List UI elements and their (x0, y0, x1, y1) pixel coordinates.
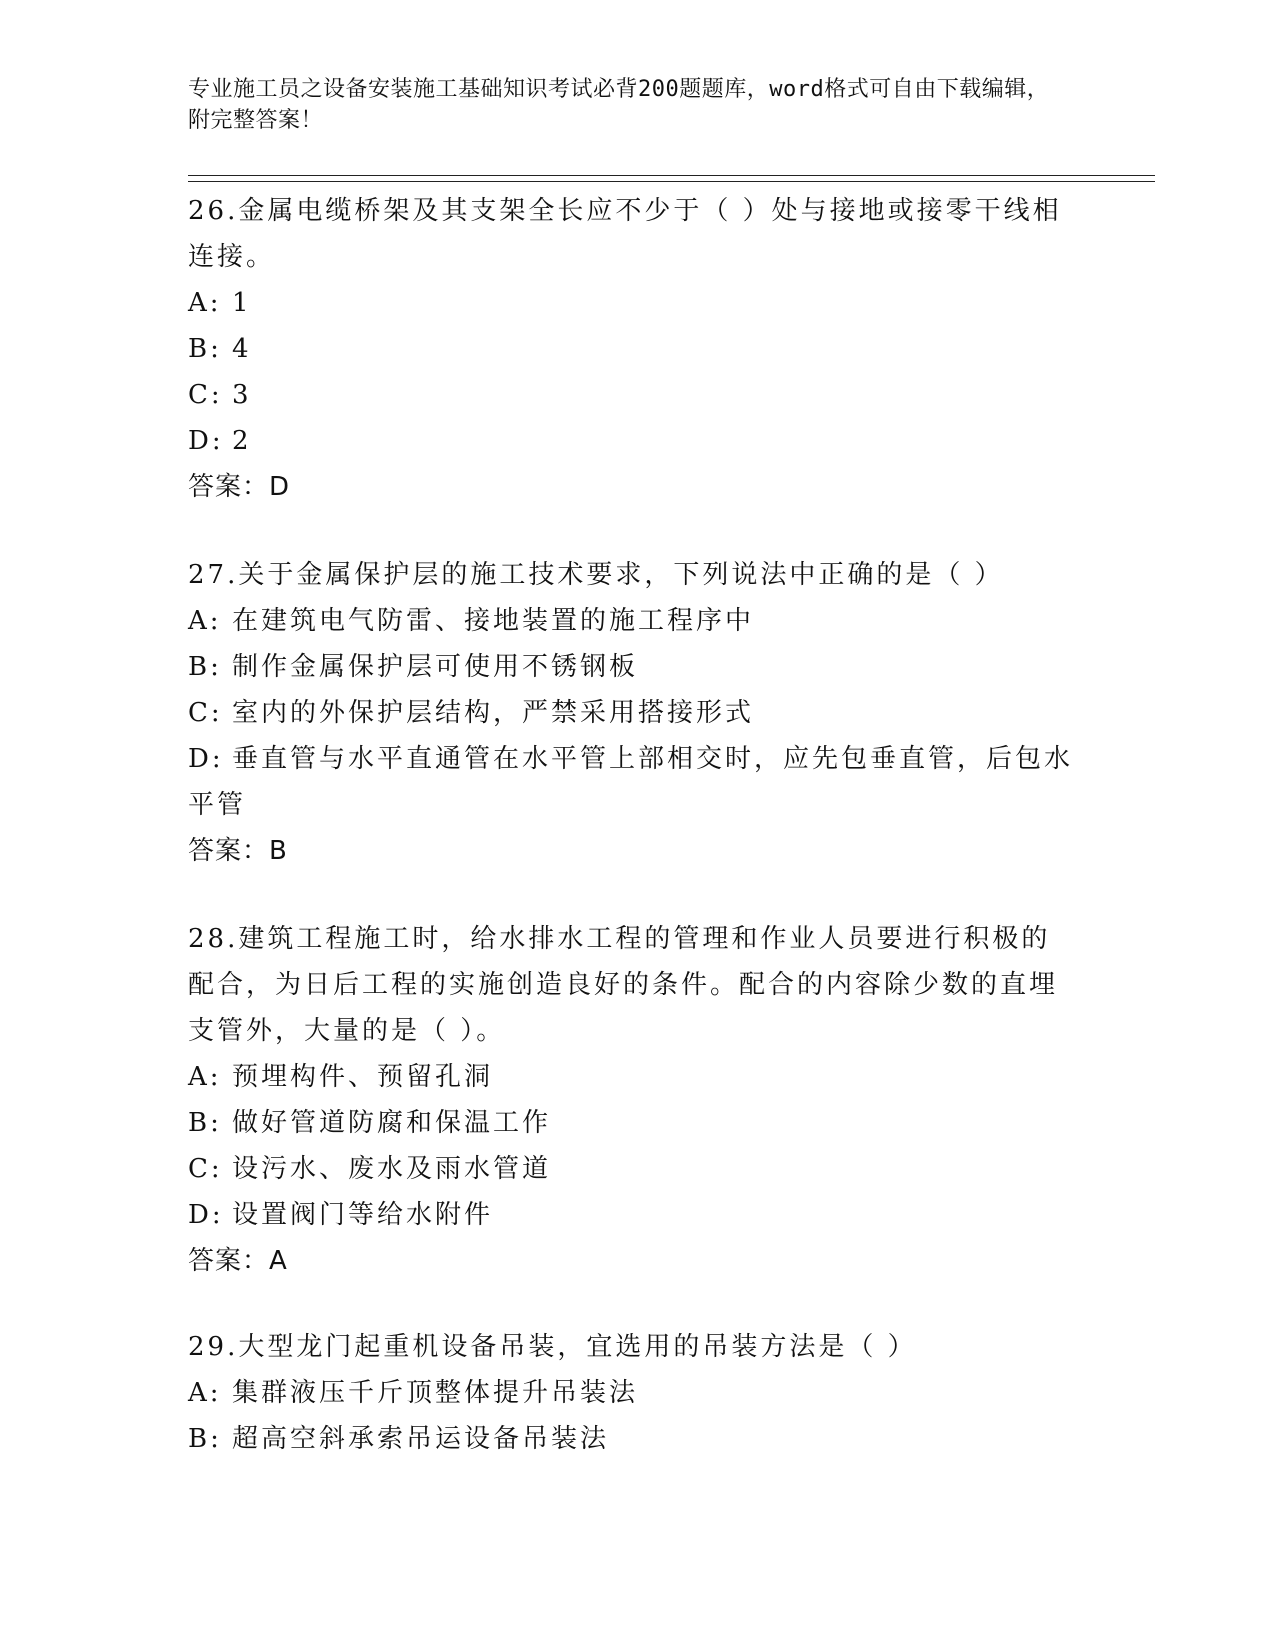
option-letter: B: (188, 1424, 222, 1454)
option-text: 做好管道防腐和保温工作 (232, 1108, 552, 1138)
option-text: 室内的外保护层结构，严禁采用搭接形式 (232, 698, 755, 728)
option-c (188, 690, 1078, 736)
option-d (188, 418, 1078, 464)
option-letter: C: (188, 698, 223, 728)
option-letter: B: (188, 652, 222, 682)
option-text: 超高空斜承索吊运设备吊装法 (232, 1424, 610, 1454)
option-letter: B: (188, 1108, 222, 1138)
question-stem: 28.建筑工程施工时，给水排水工程的管理和作业人员要进行积极的配合，为日后工程的实施创造良好的条件。配合的内容除少数的直埋支管外，大量的是（ ）。 (188, 924, 1059, 1046)
question-stem: 26.金属电缆桥架及其支架全长应不少于（ ）处与接地或接零干线相连接。 (188, 196, 1062, 272)
option-d (188, 1192, 1078, 1238)
option-text: 2 (232, 426, 252, 456)
question-28 (188, 916, 1078, 1284)
option-letter: A: (188, 606, 222, 636)
option-text: 3 (232, 380, 252, 410)
option-b (188, 1100, 1078, 1146)
option-text: 设置阀门等给水附件 (232, 1200, 494, 1230)
option-b (188, 644, 1078, 690)
question-29 (188, 1324, 1078, 1462)
option-letter: C: (188, 380, 223, 410)
option-letter: C: (188, 1154, 223, 1184)
question-stem: 27.关于金属保护层的施工技术要求，下列说法中正确的是（ ） (188, 560, 1004, 590)
option-letter: A: (188, 1062, 222, 1092)
option-text: 集群液压千斤顶整体提升吊装法 (232, 1378, 639, 1408)
option-text: 垂直管与水平直通管在水平管上部相交时，应先包垂直管，后包水平管 (188, 744, 1074, 820)
option-b (188, 326, 1078, 372)
option-b (188, 1416, 1078, 1462)
header-divider-bottom (188, 181, 1155, 182)
answer-label: 答案：A (188, 1246, 288, 1276)
option-c (188, 1146, 1078, 1192)
option-text: 在建筑电气防雷、接地装置的施工程序中 (232, 606, 755, 636)
answer-label: 答案：B (188, 836, 288, 866)
option-letter: D: (188, 426, 224, 456)
option-text: 1 (232, 288, 252, 318)
option-c (188, 372, 1078, 418)
option-text: 设污水、废水及雨水管道 (232, 1154, 552, 1184)
option-text: 4 (232, 334, 252, 364)
option-a (188, 598, 1078, 644)
option-a (188, 1370, 1078, 1416)
option-letter: A: (188, 288, 222, 318)
question-stem: 29.大型龙门起重机设备吊装，宜选用的吊装方法是（ ） (188, 1332, 917, 1362)
document-header: 专业施工员之设备安装施工基础知识考试必背200题题库，word格式可自由下载编辑，附完整答案！ (188, 77, 1050, 133)
option-letter: A: (188, 1378, 222, 1408)
option-a (188, 280, 1078, 326)
option-text: 制作金属保护层可使用不锈钢板 (232, 652, 639, 682)
option-letter: B: (188, 334, 222, 364)
option-a (188, 1054, 1078, 1100)
question-27 (188, 552, 1078, 874)
option-letter: D: (188, 744, 224, 774)
option-d (188, 736, 1078, 828)
question-26 (188, 188, 1078, 510)
answer-label: 答案：D (188, 472, 291, 502)
option-text: 预埋构件、预留孔洞 (232, 1062, 494, 1092)
option-letter: D: (188, 1200, 224, 1230)
header-divider-top (188, 175, 1155, 176)
